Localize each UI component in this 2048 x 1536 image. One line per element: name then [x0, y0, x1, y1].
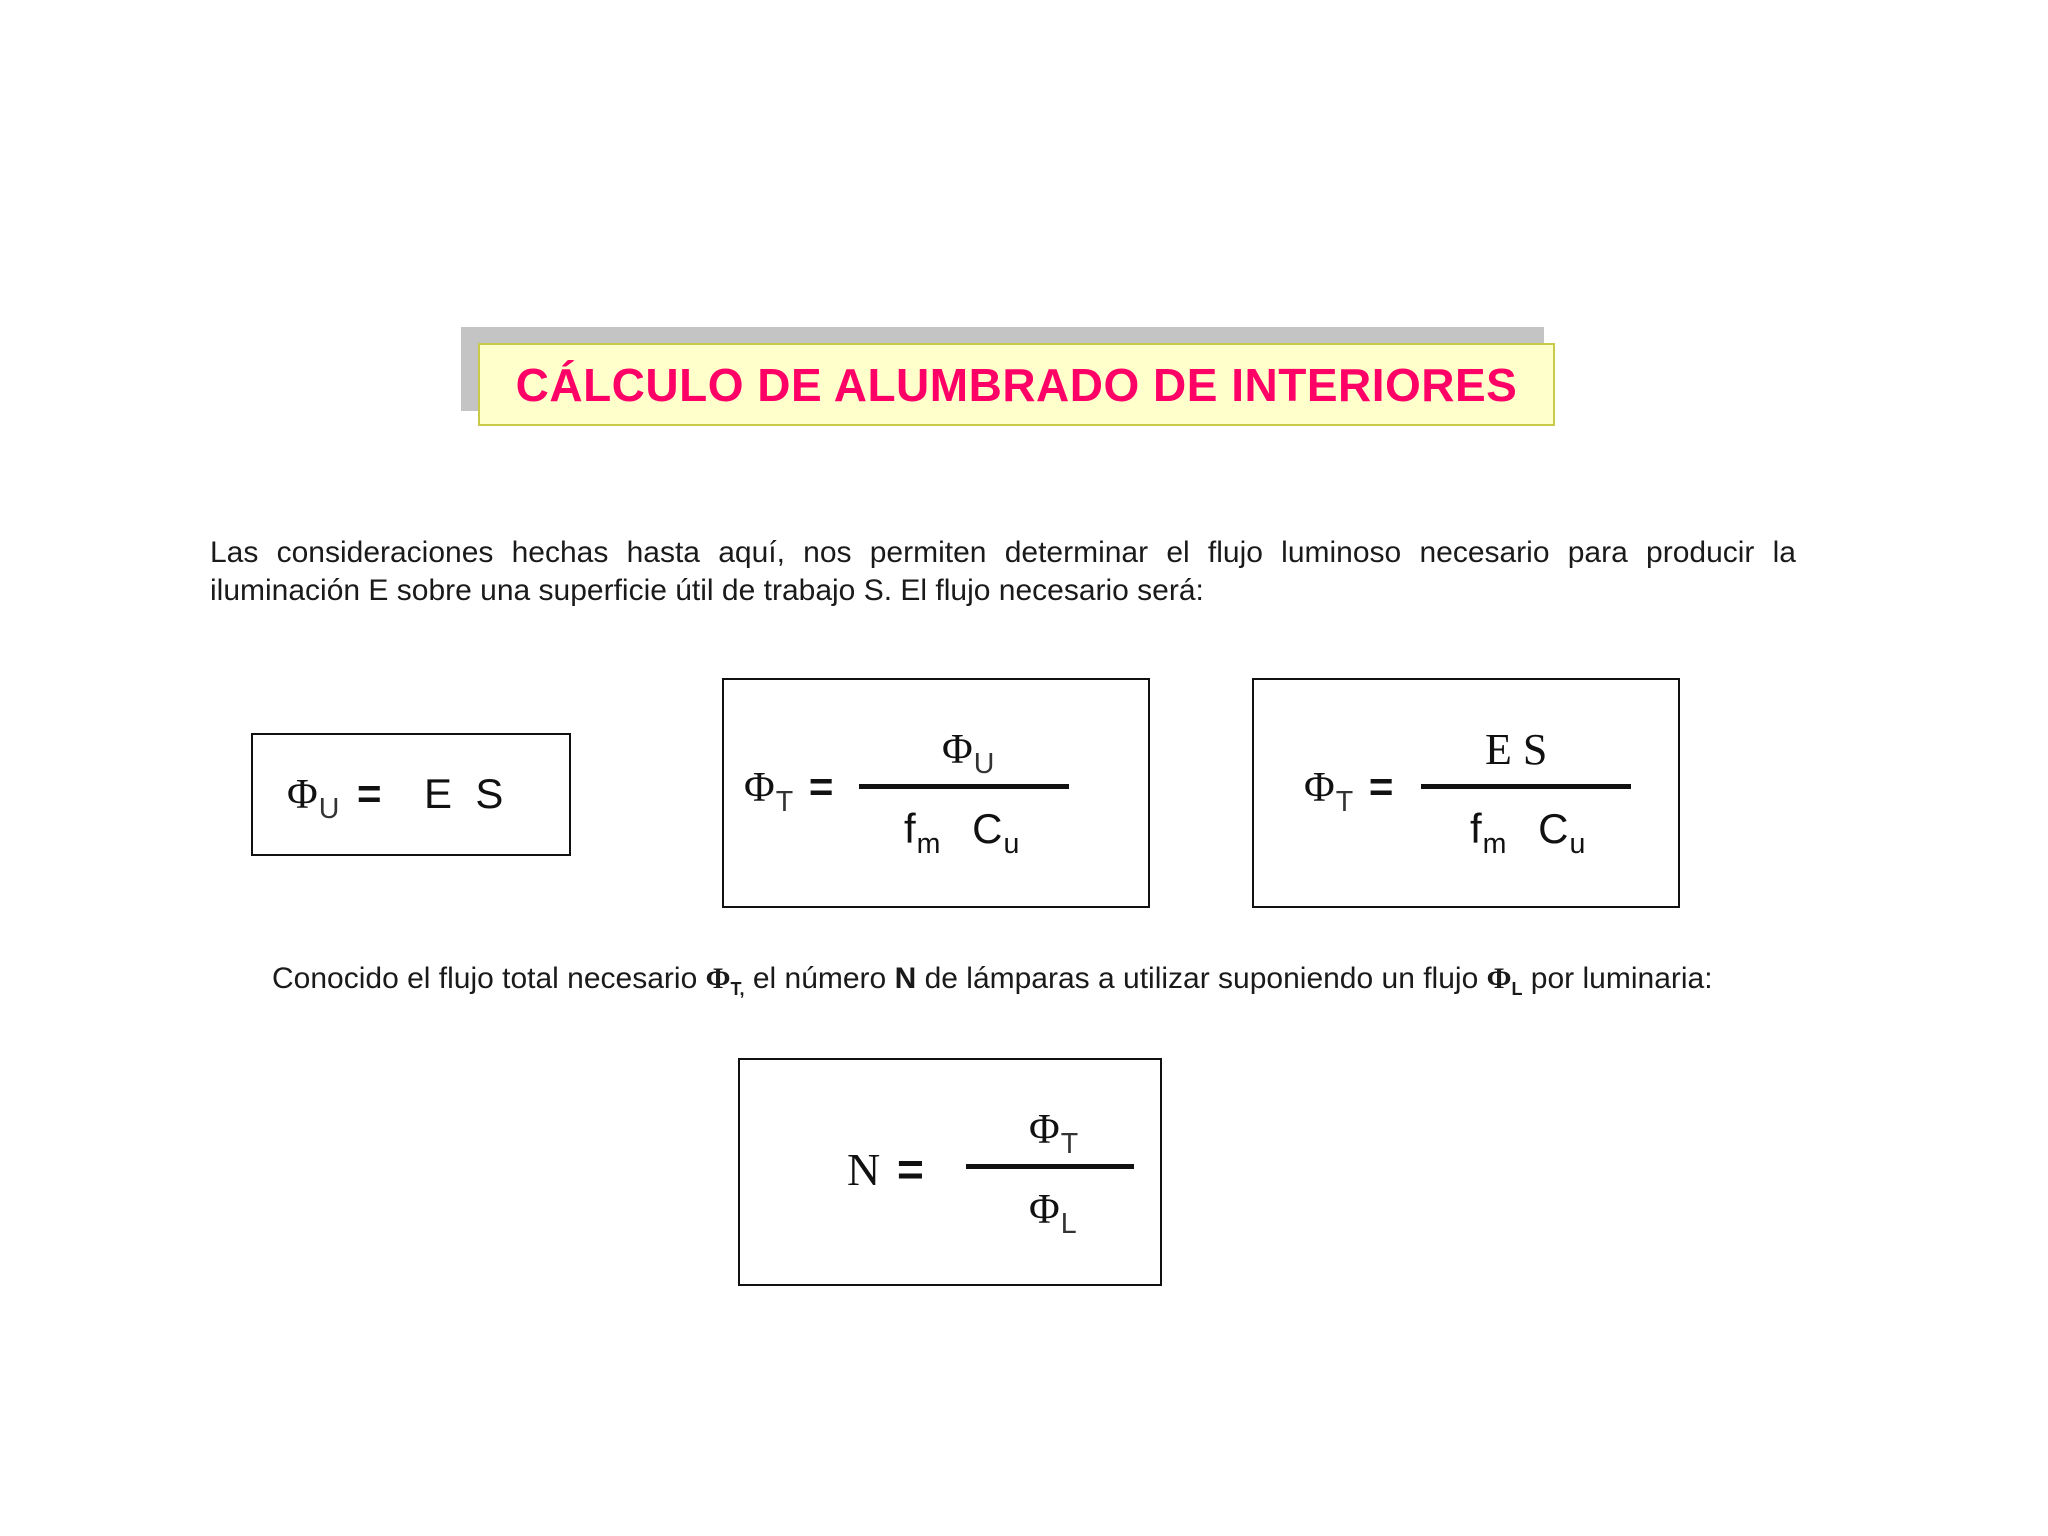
- formula-box-total-flux: [722, 678, 1150, 908]
- page-title: CÁLCULO DE ALUMBRADO DE INTERIORES: [478, 343, 1555, 426]
- formula2-numerator: $\Phi_U$: [942, 727, 995, 780]
- formula2-lhs: $\Phi_T$ =: [744, 763, 834, 818]
- formula3-lhs: $\Phi_T$ =: [1304, 763, 1394, 818]
- intro-line-1: Las consideraciones hechas hasta aquí, nos permiten determinar el flujo luminoso necesario para producir la: [210, 536, 1796, 569]
- formula4-lhs: N =: [847, 1143, 924, 1195]
- formula1-lhs: $\Phi_U$ =: [287, 770, 382, 825]
- formula4-denominator: $\Phi_L$: [1029, 1187, 1077, 1240]
- formula4-numerator: $\Phi_T$: [1029, 1107, 1079, 1160]
- formula-box-lamp-count: [738, 1058, 1162, 1286]
- lamp-count-sentence: Conocido el flujo total necesario $\Phi_{T,}$ el número N de lámparas a utilizar suponiendo un flujo $\Phi_L$ por luminaria:: [272, 962, 1713, 1000]
- formula2-fraction-bar: [859, 784, 1069, 789]
- formula1-rhs: E S: [424, 770, 504, 817]
- formula3-numerator: E S: [1485, 725, 1548, 774]
- formula-box-total-flux-es: [1252, 678, 1680, 908]
- formula4-fraction-bar: [966, 1164, 1134, 1169]
- intro-paragraph: [210, 534, 1810, 610]
- formula3-denominator: $f_m$ $C_u$: [1470, 805, 1586, 860]
- formula-box-useful-flux: [251, 733, 571, 856]
- intro-line-2: iluminación E sobre una superficie útil de trabajo S. El flujo necesario será:: [210, 574, 1204, 607]
- formula2-denominator: $f_m$ $C_u$: [904, 805, 1020, 860]
- formula3-fraction-bar: [1421, 784, 1631, 789]
